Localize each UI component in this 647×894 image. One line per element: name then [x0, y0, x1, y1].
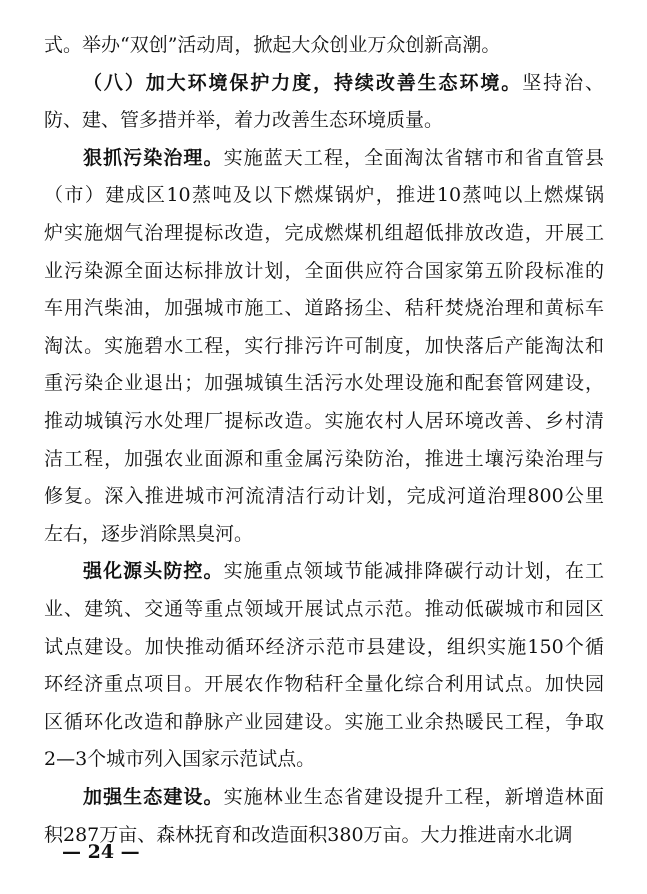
- text-line: [44, 447, 604, 471]
- text-line: [44, 635, 604, 659]
- line-text: 实施重点领域节能减排降碳行动计划，在工: [223, 560, 604, 583]
- section-heading: 狠抓污染治理。: [83, 146, 224, 169]
- line-text: 洁工程，加强农业面源和重金属污染防治，推进土壤污染治理与: [44, 447, 604, 470]
- section-heading: （八）加大环境保护力度，持续改善生态环境。: [83, 71, 523, 94]
- text-line: [83, 71, 604, 95]
- line-text: 淘汰。实施碧水工程，实行排污许可制度，加快落后产能淘汰和: [44, 334, 604, 357]
- text-line: [44, 522, 604, 546]
- line-text: 业、建筑、交通等重点领域开展试点示范。推动低碳城市和园区: [44, 598, 604, 620]
- line-text: 修复。深入推进城市河流清洁行动计划，完成河道治理800公里: [44, 485, 604, 508]
- line-text: 2—3个城市列入国家示范试点。: [44, 748, 316, 771]
- section-heading: 加强生态建设。: [83, 786, 224, 808]
- line-text: 试点建设。加快推动循环经济示范市县建设，组织实施150个循: [44, 635, 604, 658]
- text-line: [83, 785, 604, 809]
- line-text: 炉实施烟气治理提标改造，完成燃煤机组超低排放改造，开展工: [44, 222, 604, 244]
- line-text: 坚持治、: [522, 71, 604, 94]
- text-line: [44, 334, 604, 358]
- text-line: [83, 146, 604, 170]
- line-text: 区循环化改造和静脉产业园建设。实施工业余热暖民工程，争取: [44, 710, 604, 733]
- line-text: 左右，逐步消除黑臭河。: [44, 522, 254, 545]
- text-line: [44, 183, 604, 207]
- line-text: 重污染企业退出；加强城镇生活污水处理设施和配套管网建设，: [44, 372, 604, 395]
- section-heading: 强化源头防控。: [83, 560, 224, 583]
- text-line: [44, 296, 604, 320]
- line-text: 实施林业生态省建设提升工程，新增造林面: [223, 786, 604, 808]
- line-text: 环经济重点项目。开展农作物秸秆全量化综合利用试点。加快园: [44, 673, 604, 696]
- text-line: [44, 221, 604, 245]
- line-text: 推动城镇污水处理厂提标改造。实施农村人居环境改善、乡村清: [44, 410, 604, 432]
- text-line: [44, 371, 604, 395]
- line-text: 实施蓝天工程，全面淘汰省辖市和省直管县: [223, 146, 604, 169]
- page-number: — 24 —: [62, 841, 140, 863]
- text-line: [44, 409, 604, 433]
- line-text: 车用汽柴油，加强城市施工、道路扬尘、秸秆焚烧治理和黄标车: [44, 297, 604, 320]
- text-line: [44, 672, 604, 696]
- text-line: [83, 559, 604, 583]
- line-text: （市）建成区10蒸吨及以下燃煤锅炉，推进10蒸吨以上燃煤锅: [44, 184, 604, 207]
- text-line: [44, 597, 604, 621]
- line-text: 式。举办“双创”活动周，掀起大众创业万众创新高潮。: [44, 34, 501, 56]
- text-line: [44, 33, 604, 57]
- text-line: [44, 108, 604, 132]
- text-line: [44, 747, 604, 771]
- text-line: [44, 259, 604, 283]
- line-text: 积287万亩、森林抚育和改造面积380万亩。大力推进南水北调: [44, 823, 573, 846]
- line-text: 业污染源全面达标排放计划，全面供应符合国家第五阶段标准的: [44, 259, 604, 282]
- text-line: [44, 710, 604, 734]
- line-text: 防、建、管多措并举，着力改善生态环境质量。: [44, 109, 444, 132]
- text-line: [44, 484, 604, 508]
